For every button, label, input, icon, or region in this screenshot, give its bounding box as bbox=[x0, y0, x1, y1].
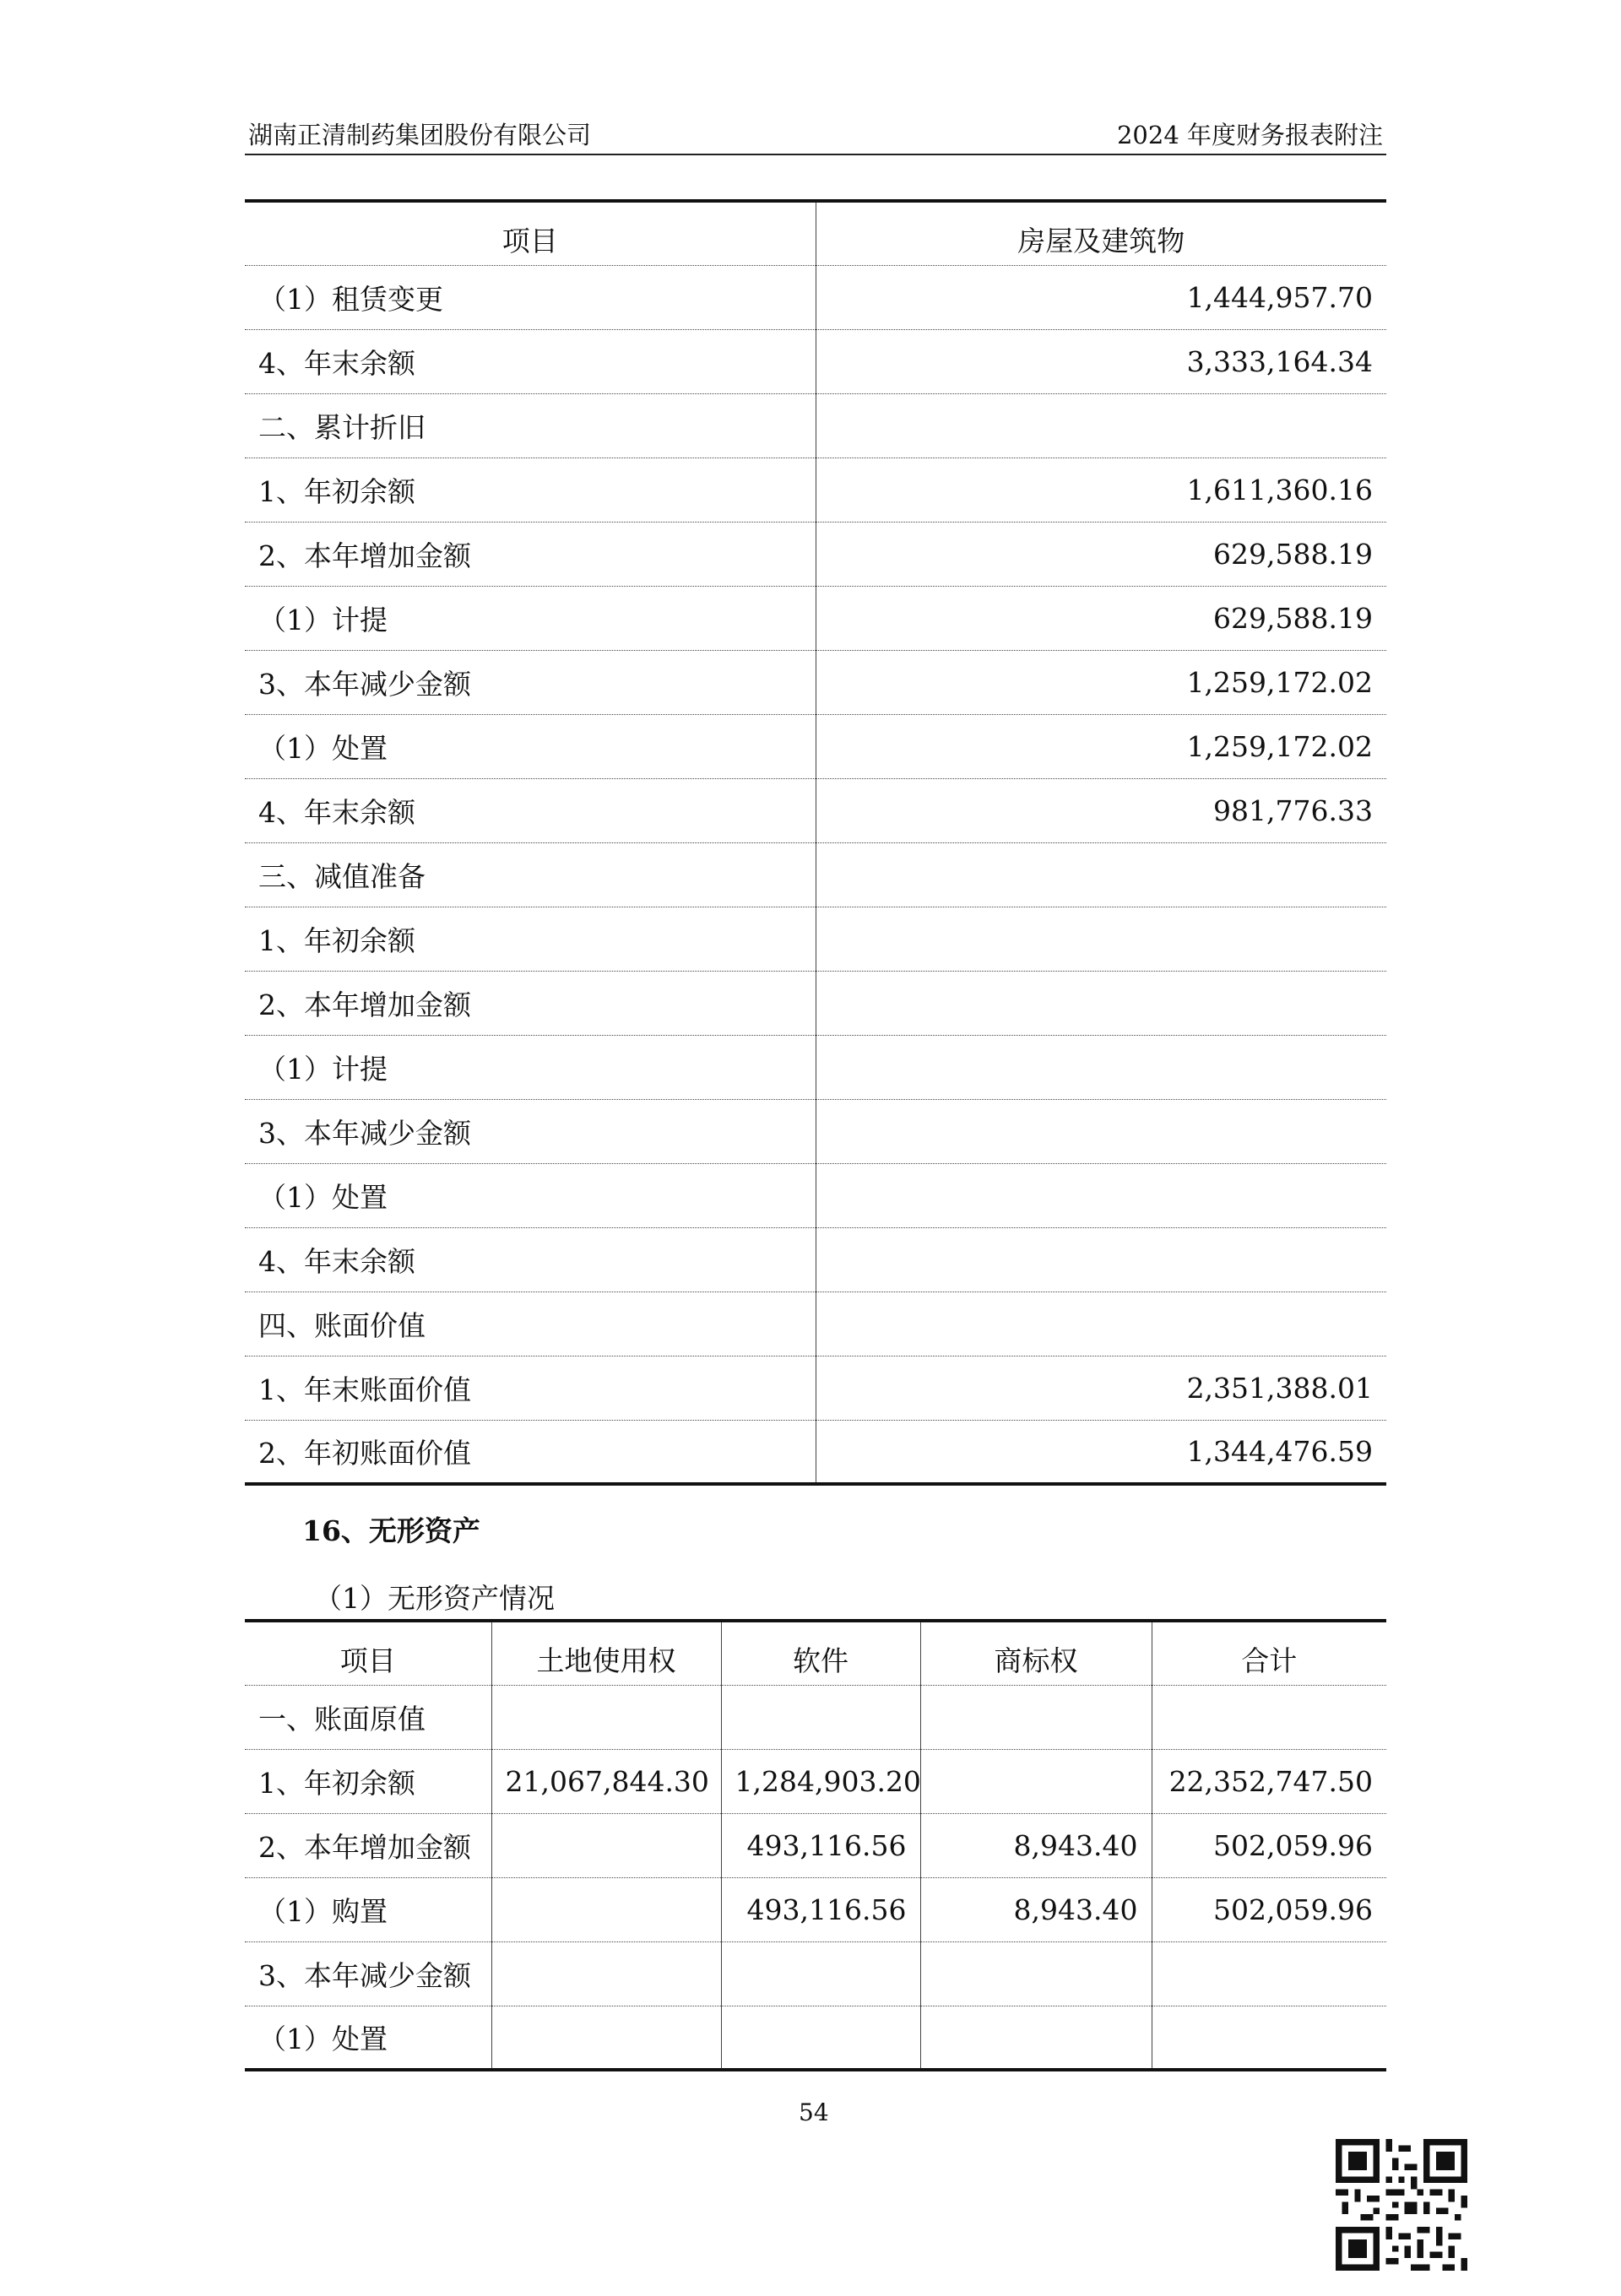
table-header-row bbox=[245, 1621, 1386, 1685]
page-header bbox=[245, 115, 1386, 155]
table-row bbox=[245, 1227, 1386, 1292]
row-value bbox=[816, 1099, 1386, 1163]
row-label: 一、账面原值 bbox=[245, 1685, 491, 1749]
table-row bbox=[245, 1877, 1386, 1941]
report-title: 2024 年度财务报表附注 bbox=[1116, 121, 1383, 149]
table-row bbox=[245, 1813, 1386, 1877]
row-label: 1、年初余额 bbox=[245, 1749, 491, 1813]
table-row bbox=[245, 1749, 1386, 1813]
software-value: 1,284,903.20 bbox=[721, 1749, 920, 1813]
row-label: 3、本年减少金额 bbox=[245, 1941, 491, 2006]
table-row bbox=[245, 1099, 1386, 1163]
row-value: 1,259,172.02 bbox=[816, 650, 1386, 714]
lease-assets-table bbox=[245, 199, 1386, 1486]
total-value bbox=[1152, 2006, 1386, 2070]
row-label: 3、本年减少金额 bbox=[245, 650, 816, 714]
row-value: 629,588.19 bbox=[816, 522, 1386, 586]
total-value: 22,352,747.50 bbox=[1152, 1749, 1386, 1813]
software-value bbox=[721, 1685, 920, 1749]
trademark-value bbox=[920, 1941, 1152, 2006]
table-row bbox=[245, 1420, 1386, 1484]
row-value: 1,259,172.02 bbox=[816, 714, 1386, 778]
table-row bbox=[245, 650, 1386, 714]
total-value: 502,059.96 bbox=[1152, 1877, 1386, 1941]
row-label: 1、年初余额 bbox=[245, 907, 816, 971]
table-row bbox=[245, 1685, 1386, 1749]
trademark-value: 8,943.40 bbox=[920, 1813, 1152, 1877]
land-value bbox=[491, 1877, 721, 1941]
table-row bbox=[245, 1163, 1386, 1227]
total-value bbox=[1152, 1685, 1386, 1749]
software-value bbox=[721, 2006, 920, 2070]
trademark-value bbox=[920, 2006, 1152, 2070]
table-row bbox=[245, 458, 1386, 522]
row-value bbox=[816, 393, 1386, 458]
table-row bbox=[245, 586, 1386, 650]
row-value: 2,351,388.01 bbox=[816, 1356, 1386, 1420]
row-label: （1）购置 bbox=[245, 1877, 491, 1941]
row-label: 2、本年增加金额 bbox=[245, 971, 816, 1035]
page-number: 54 bbox=[799, 2098, 829, 2126]
column-header-item: 项目 bbox=[245, 201, 816, 265]
row-value bbox=[816, 1292, 1386, 1356]
row-label: 2、本年增加金额 bbox=[245, 1813, 491, 1877]
table-row bbox=[245, 1035, 1386, 1099]
table-row bbox=[245, 329, 1386, 393]
row-value: 1,444,957.70 bbox=[816, 265, 1386, 329]
row-value bbox=[816, 842, 1386, 907]
software-value: 493,116.56 bbox=[721, 1813, 920, 1877]
trademark-value bbox=[920, 1685, 1152, 1749]
table-row bbox=[245, 522, 1386, 586]
column-header-item: 项目 bbox=[245, 1621, 491, 1685]
table-row bbox=[245, 1941, 1386, 2006]
row-label: 二、累计折旧 bbox=[245, 393, 816, 458]
row-label: 4、年末余额 bbox=[245, 329, 816, 393]
company-name: 湖南正清制药集团股份有限公司 bbox=[248, 121, 592, 149]
column-header-total: 合计 bbox=[1152, 1621, 1386, 1685]
section-subtitle: （1）无形资产情况 bbox=[314, 1582, 555, 1615]
land-value bbox=[491, 2006, 721, 2070]
column-header-land: 土地使用权 bbox=[491, 1621, 721, 1685]
row-label: 4、年末余额 bbox=[245, 1227, 816, 1292]
software-value bbox=[721, 1941, 920, 2006]
qr-code-icon bbox=[1336, 2139, 1467, 2271]
row-label: 2、本年增加金额 bbox=[245, 522, 816, 586]
row-label: （1）租赁变更 bbox=[245, 265, 816, 329]
trademark-value: 8,943.40 bbox=[920, 1877, 1152, 1941]
row-value: 629,588.19 bbox=[816, 586, 1386, 650]
row-label: 1、年初余额 bbox=[245, 458, 816, 522]
table-row bbox=[245, 2006, 1386, 2070]
row-value bbox=[816, 907, 1386, 971]
row-label: 4、年末余额 bbox=[245, 778, 816, 842]
row-value: 981,776.33 bbox=[816, 778, 1386, 842]
row-value bbox=[816, 1227, 1386, 1292]
section-title: 16、无形资产 bbox=[302, 1514, 480, 1547]
row-label: 3、本年减少金额 bbox=[245, 1099, 816, 1163]
row-value: 1,611,360.16 bbox=[816, 458, 1386, 522]
row-label: （1）计提 bbox=[245, 1035, 816, 1099]
row-label: 1、年末账面价值 bbox=[245, 1356, 816, 1420]
row-label: （1）计提 bbox=[245, 586, 816, 650]
intangible-assets-table bbox=[245, 1619, 1386, 2071]
software-value: 493,116.56 bbox=[721, 1877, 920, 1941]
row-value: 1,344,476.59 bbox=[1186, 1434, 1373, 1468]
total-value: 502,059.96 bbox=[1152, 1813, 1386, 1877]
table-row bbox=[245, 714, 1386, 778]
table-row bbox=[245, 1292, 1386, 1356]
total-value bbox=[1152, 1941, 1386, 2006]
row-value bbox=[816, 971, 1386, 1035]
table-row bbox=[245, 971, 1386, 1035]
table-header-row bbox=[245, 201, 1386, 265]
row-label: 2、年初账面价值 bbox=[245, 1420, 816, 1484]
column-header-buildings: 房屋及建筑物 bbox=[816, 201, 1386, 265]
table-row bbox=[245, 778, 1386, 842]
row-label: 四、账面价值 bbox=[245, 1292, 816, 1356]
table-row bbox=[245, 842, 1386, 907]
row-label: （1）处置 bbox=[245, 2006, 491, 2070]
table-row bbox=[245, 1356, 1386, 1420]
column-header-software: 软件 bbox=[721, 1621, 920, 1685]
row-label: （1）处置 bbox=[245, 714, 816, 778]
land-value bbox=[491, 1813, 721, 1877]
table-row bbox=[245, 265, 1386, 329]
land-value bbox=[491, 1941, 721, 2006]
trademark-value bbox=[920, 1749, 1152, 1813]
row-value: 3,333,164.34 bbox=[816, 329, 1386, 393]
row-label: 三、减值准备 bbox=[245, 842, 816, 907]
table-row bbox=[245, 393, 1386, 458]
land-value bbox=[491, 1685, 721, 1749]
land-value: 21,067,844.30 bbox=[491, 1749, 721, 1813]
row-value bbox=[816, 1035, 1386, 1099]
table-row bbox=[245, 907, 1386, 971]
row-value bbox=[816, 1163, 1386, 1227]
column-header-trademark: 商标权 bbox=[920, 1621, 1152, 1685]
row-label: （1）处置 bbox=[245, 1163, 816, 1227]
